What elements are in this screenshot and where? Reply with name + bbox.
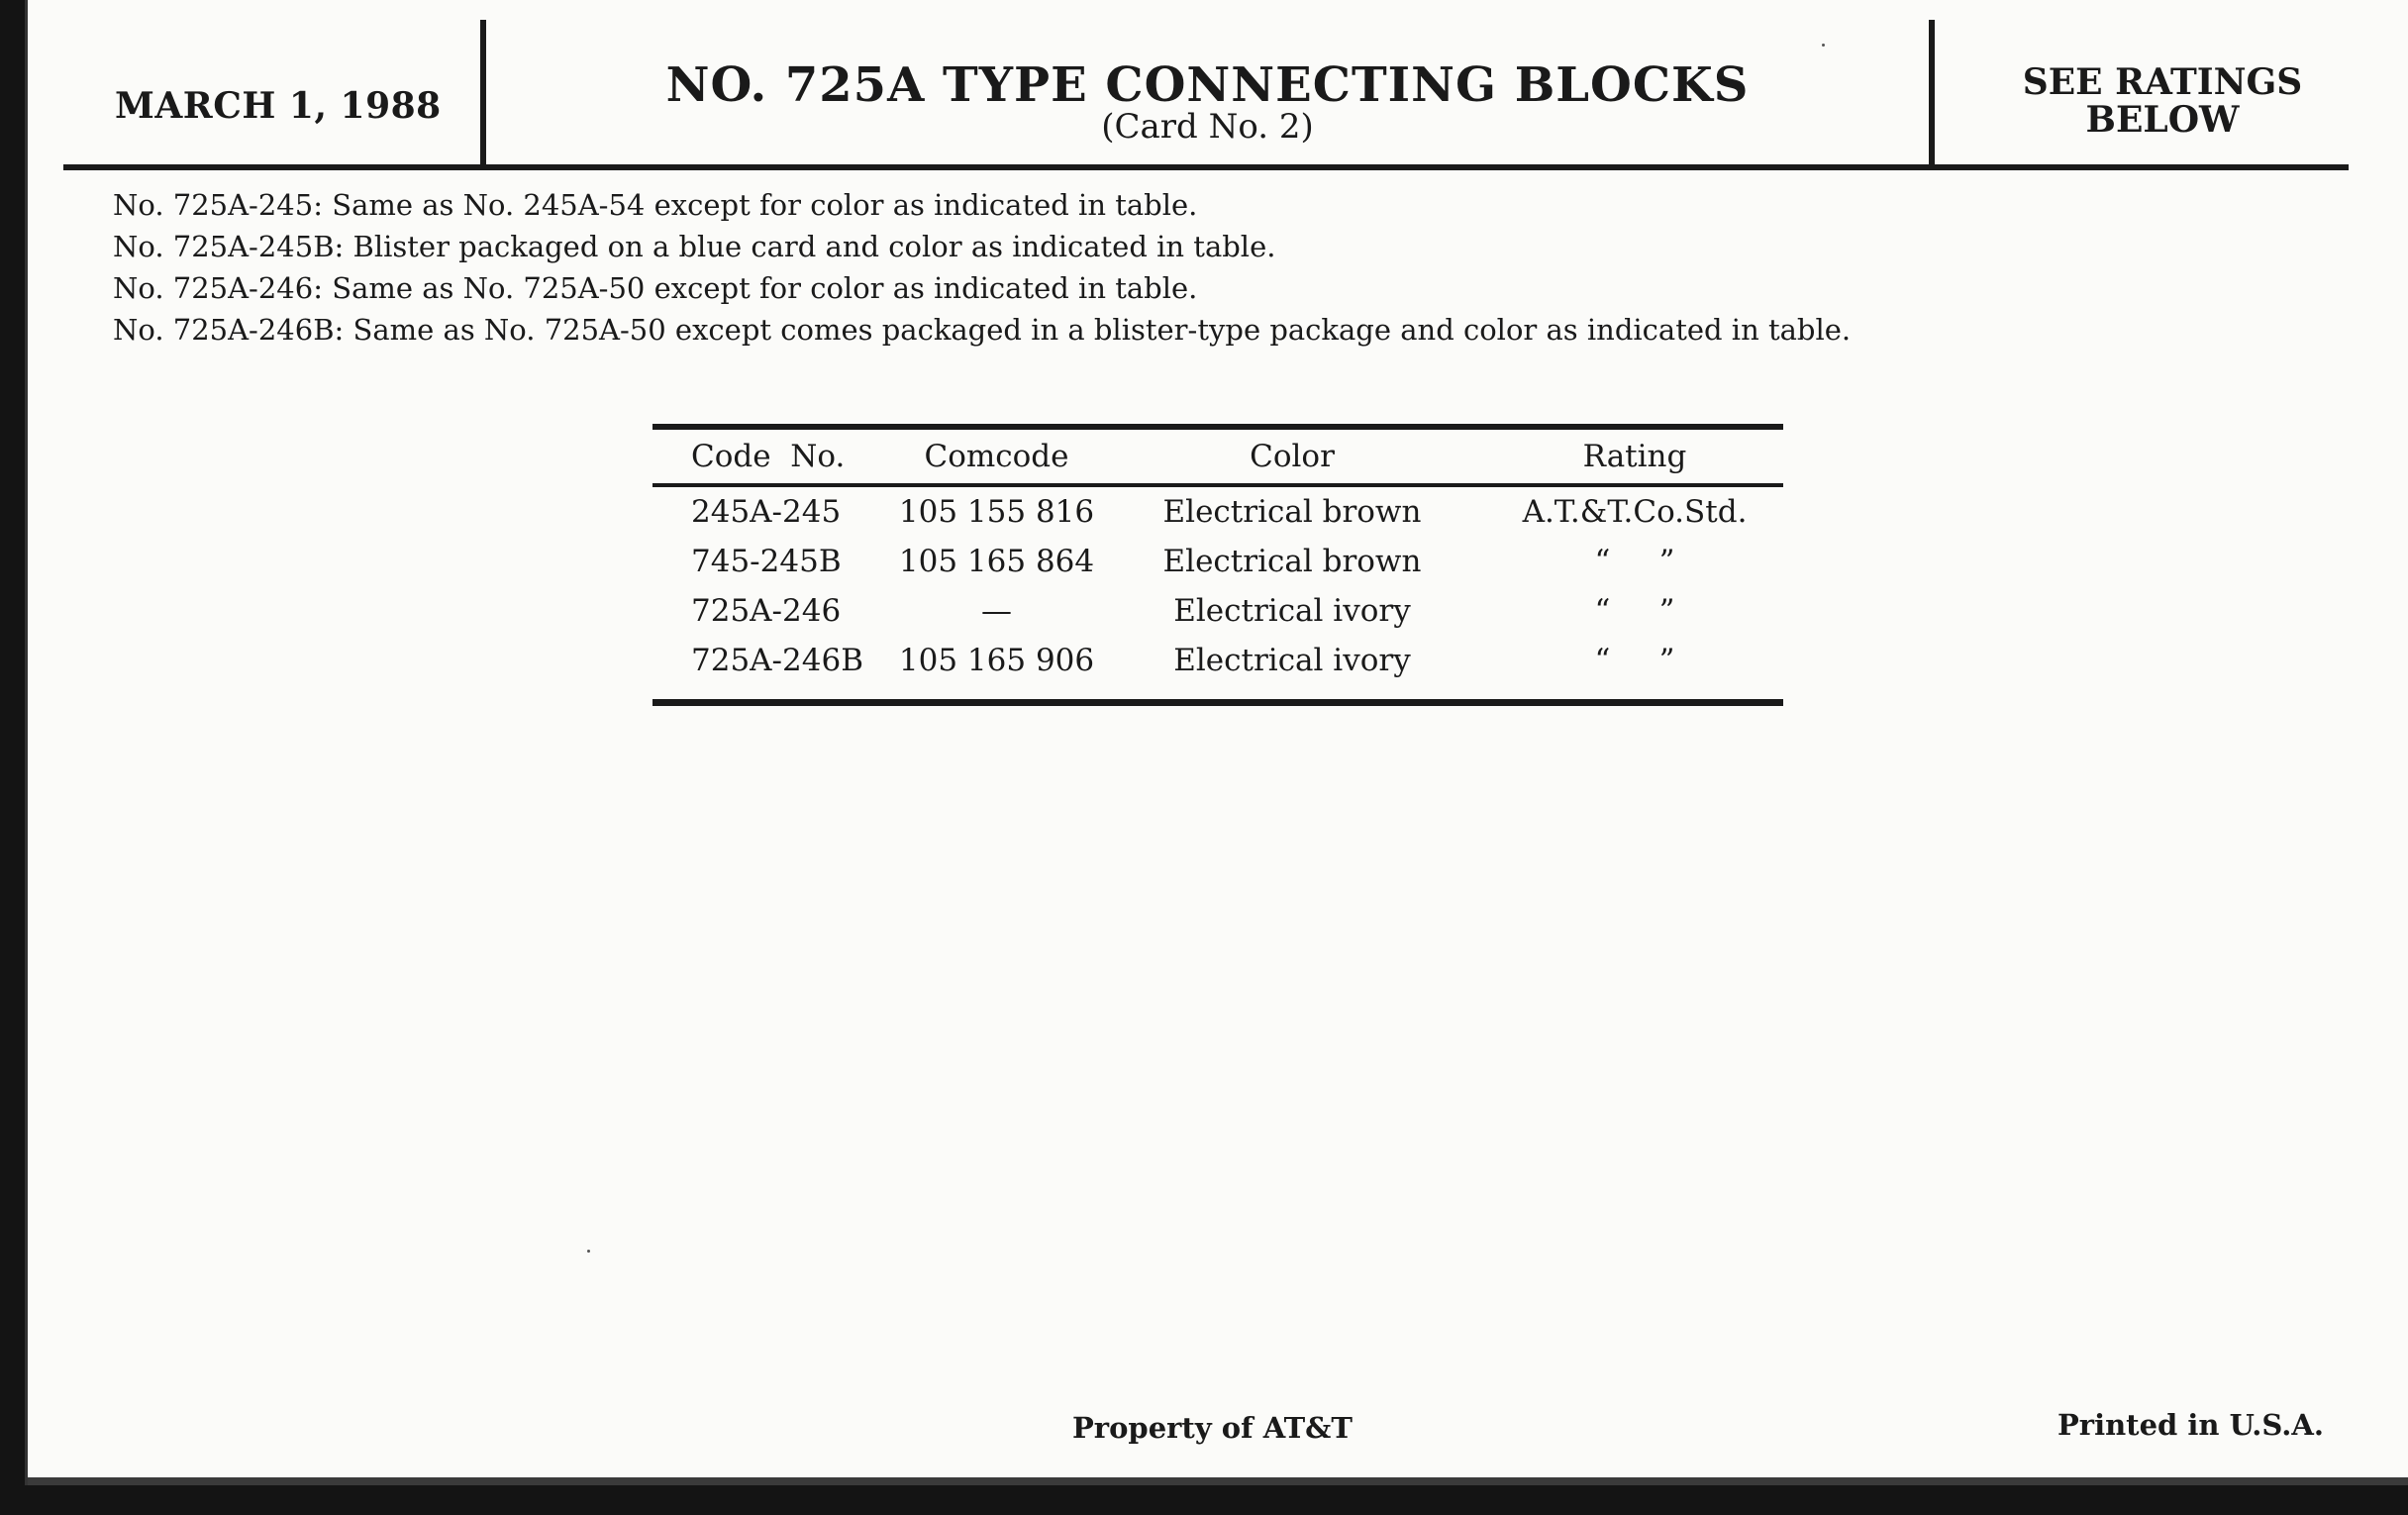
cell-comcode: — [981,593,1012,629]
product-table [652,424,1783,706]
ratings-note-line1: SEE RATINGS [2022,61,2303,103]
cell-code: 725A-246B [691,643,863,678]
cell-code: 745-245B [691,544,842,579]
cell-rating: “ ” [1594,544,1675,579]
card-subtitle: (Card No. 2) [1101,107,1314,147]
card-bottom-edge [28,1477,2408,1485]
footer-printed: Printed in U.S.A. [2057,1408,2324,1442]
catalog-card [25,0,2408,1485]
note-line: No. 725A-246B: Same as No. 725A-50 except comes packaged in a blister-type package and color as indicated in table. [113,313,1852,347]
card-title: NO. 725A TYPE CONNECTING BLOCKS [665,57,1750,113]
ratings-note [1935,63,2390,139]
cell-code: 725A-246 [691,593,842,629]
card-date: MARCH 1, 1988 [115,85,442,127]
table-row [652,586,1783,636]
note-line: No. 725A-245B: Blister packaged on a blue card and color as indicated in table. [113,230,1276,263]
table-row [652,636,1783,685]
ratings-note-line2: BELOW [2085,99,2240,141]
footer-property: Property of AT&T [1072,1411,1353,1445]
cell-color: Electrical ivory [1173,643,1411,678]
speck-mark [1822,44,1825,47]
cell-color: Electrical brown [1162,494,1422,530]
col-header-code: Code No. [691,439,846,474]
col-header-rating: Rating [1582,439,1687,474]
cell-rating: “ ” [1594,643,1675,678]
note-line: No. 725A-246: Same as No. 725A-50 except for color as indicated in table. [113,271,1198,305]
speck-mark [587,1250,590,1253]
cell-color: Electrical ivory [1173,593,1411,629]
header-rule [63,164,2349,170]
cell-comcode: 105 165 864 [898,544,1095,579]
cell-code: 245A-245 [691,494,842,530]
table-row [652,537,1783,586]
notes-block [113,184,1851,351]
cell-color: Electrical brown [1162,544,1422,579]
cell-rating: “ ” [1594,593,1675,629]
col-header-comcode: Comcode [924,439,1069,474]
cell-comcode: 105 155 816 [898,494,1095,530]
cell-rating: A.T.&T.Co.Std. [1522,494,1748,530]
col-header-color: Color [1250,439,1335,474]
table-header-row [652,430,1783,483]
table-bottom-rule [652,699,1783,706]
table-row [652,487,1783,537]
note-line: No. 725A-245: Same as No. 245A-54 except for color as indicated in table. [113,188,1198,222]
cell-comcode: 105 165 906 [898,643,1095,678]
